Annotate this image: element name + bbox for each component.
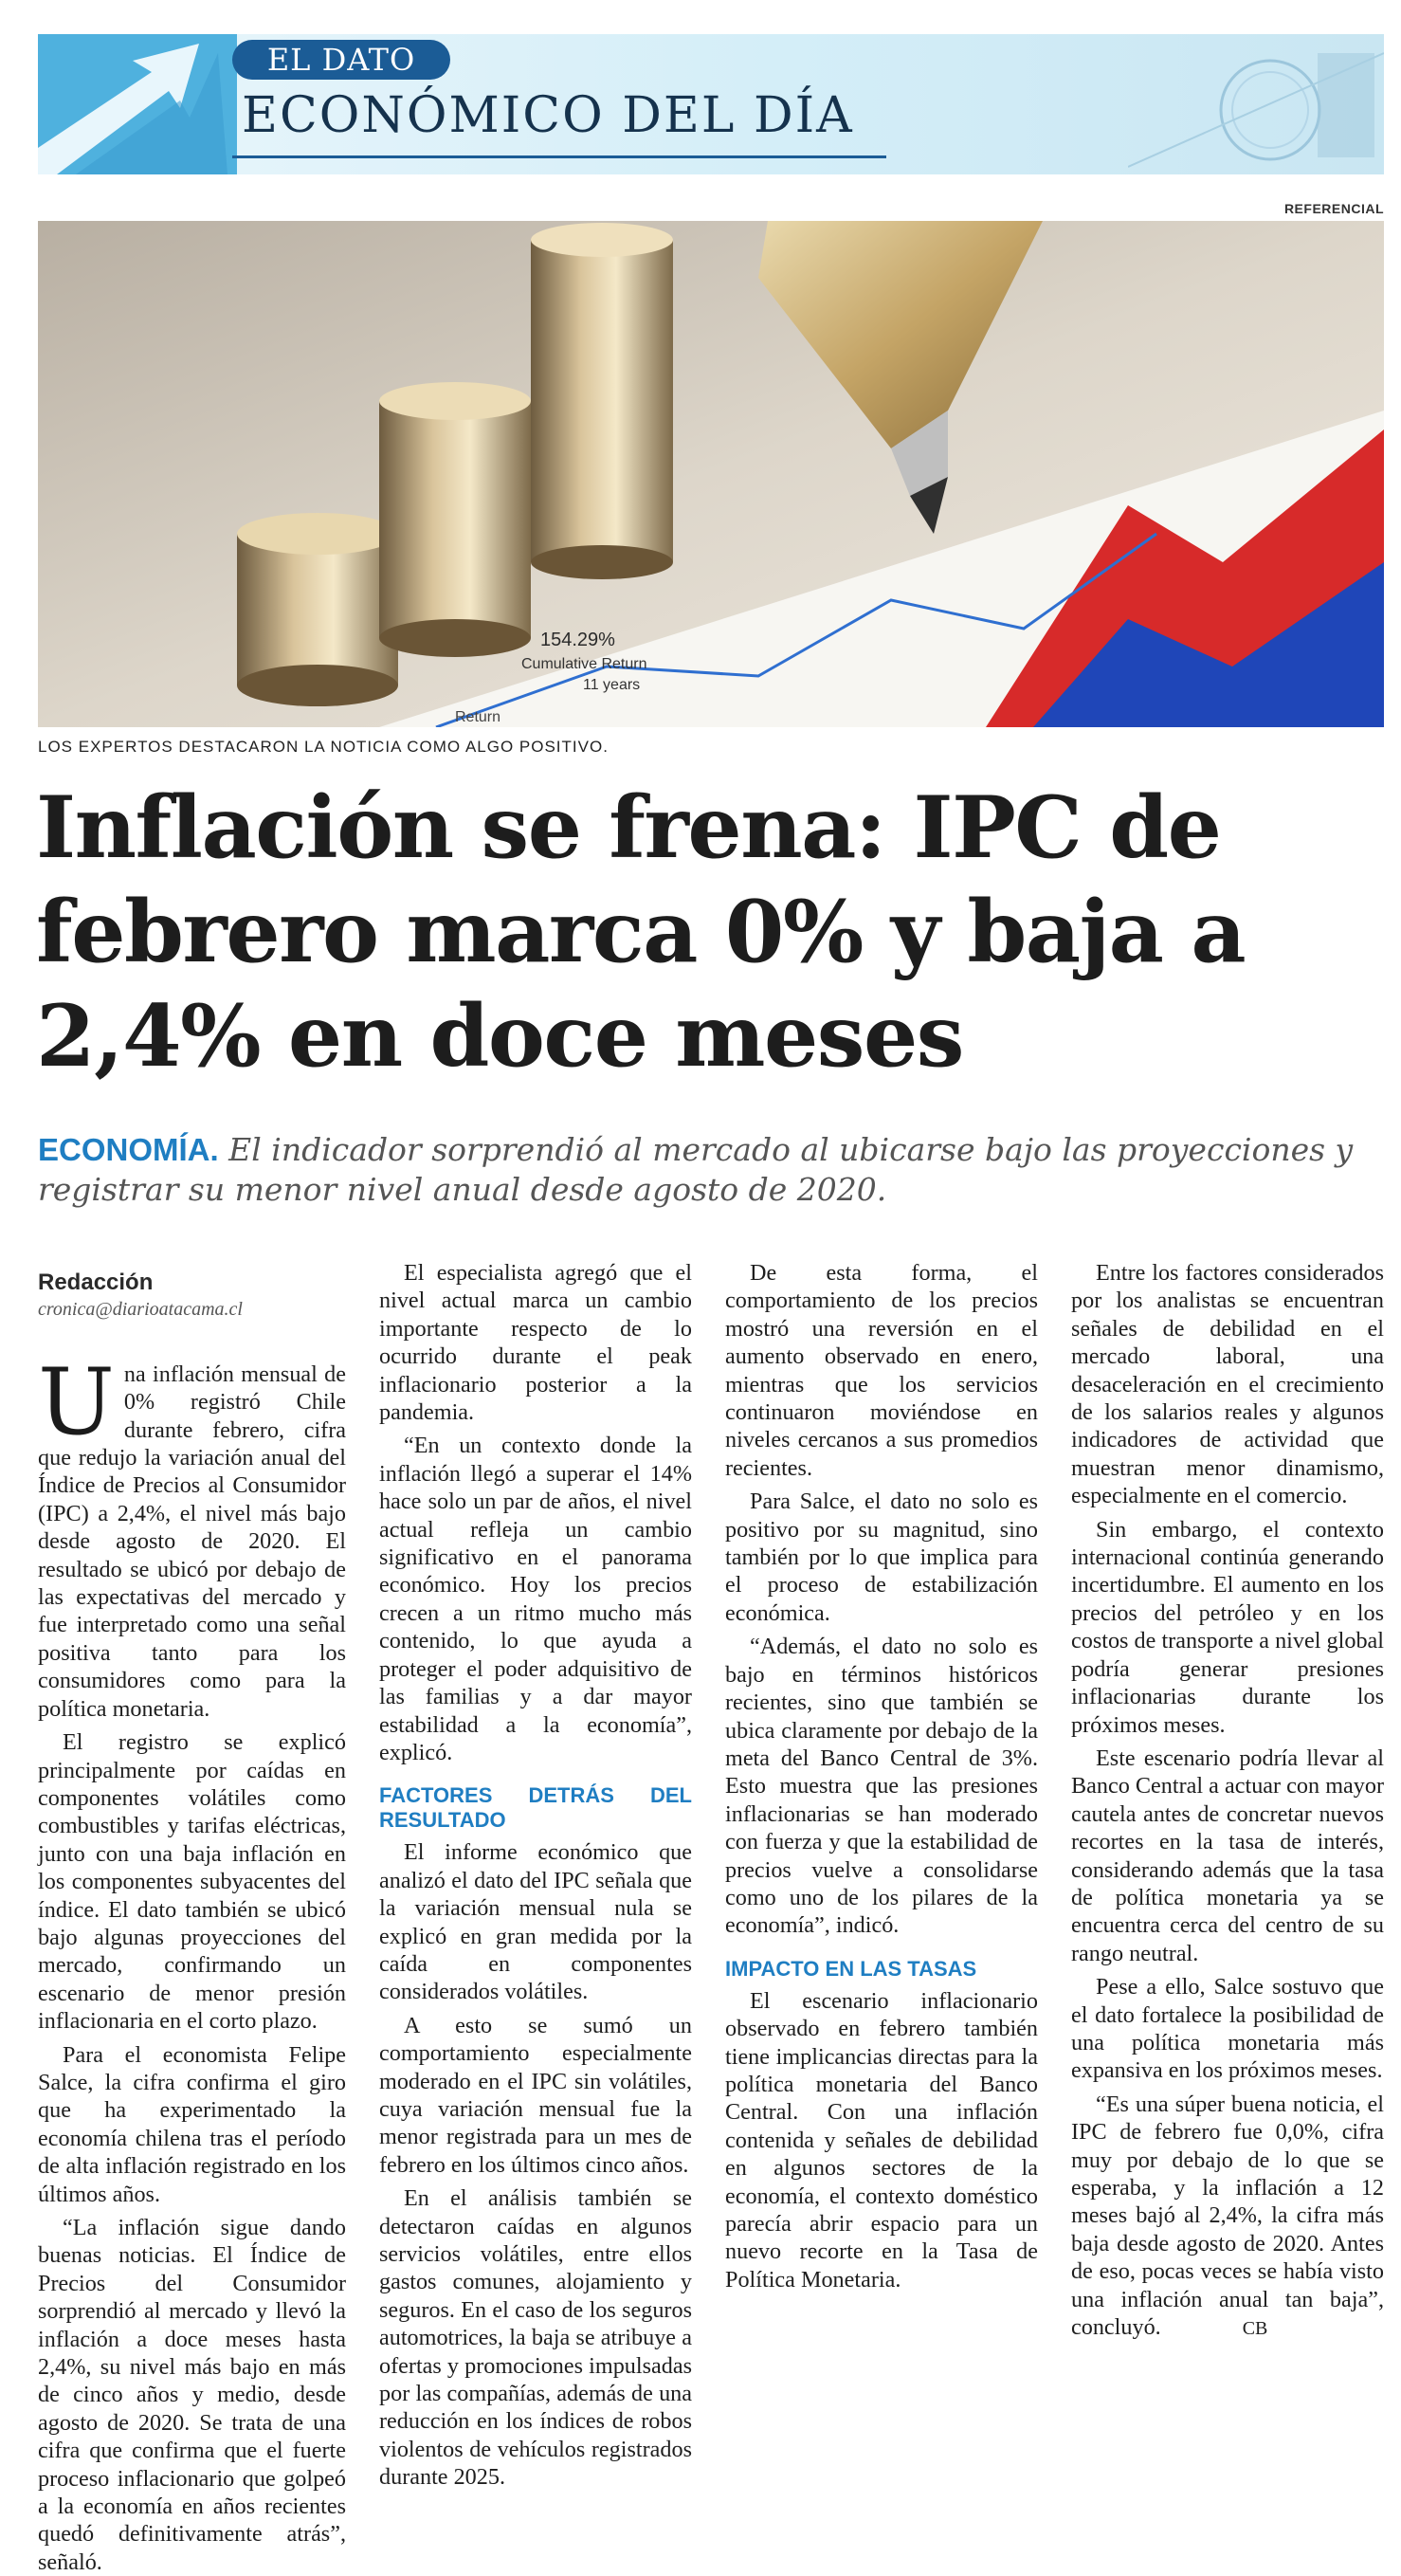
article-paragraph-last: “Es una súper buena noticia, el IPC de febrero fue 0,0%, cifra muy por debajo de lo que se esperaba, y la inflación a 12 meses bajó al 2,4%, la cifra más baja desde agosto de 2020. Antes de eso, pocas veces se había visto una inflación anual tan baja”, concluyó. CB [1071,2091,1384,2344]
byline-email: cronica@diarioatacama.cl [38,1299,243,1321]
photo-overlay-years: 11 years [583,677,641,693]
article-paragraph: Sin embargo, el contexto internacional continúa generando incertidumbre. El aumento en los precios del petróleo y en los costos de transporte a nivel global podría generar presiones inflacionarias durante los próximos meses. [1071,1516,1384,1738]
article-column-2 [379,1259,692,2492]
article-paragraph: Este escenario podría llevar al Banco Central a actuar con mayor cautela antes de concretar nuevos recortes en la tasa de interés, considerando además que la tasa de política monetaria ya se encuentra cerca del centro de su rango neutral. [1071,1745,1384,1966]
subheading-impacto: IMPACTO EN LAS TASAS [725,1956,977,1981]
deck [38,1130,1384,1210]
article-column-1 [38,1269,346,2576]
article-paragraph: El informe económico que analizó el dato del IPC señala que la variación mensual nula se explicó en gran medida por la caída en componentes considerados volátiles. [379,1839,692,2005]
deck-text: El indicador sorprendió al mercado al ubicarse bajo las proyecciones y registrar su menor nivel anual desde agosto de 2020. [38,1131,1354,1208]
article-column-3 [725,1259,1038,2293]
photo-credit: REFERENCIAL [1283,201,1384,216]
article-paragraph: “Además, el dato no solo es bajo en términos históricos recientes, sino que también se ubica claramente por debajo de la meta del Banco Central de 3%. Esto muestra que las presiones inflacionarias se han moderado con fuerza y que la estabilidad de precios vuelve a consolidarse como uno de los pilares de la economía”, indicó. [725,1634,1038,1939]
article-paragraph: “La inflación sigue dando buenas noticias. El Índice de Precios del Consumidor sorprendió al mercado y llevó la inflación a doce meses hasta 2,4%, su nivel más bajo en más de cinco años y medio, desde agosto de 2020. Se trata de una cifra que confirma que el fuerte proceso inflacionario que golpeó a la economía en años recientes quedó definitivamente atrás”, señaló. [38,2215,346,2575]
article-paragraph: “En un contexto donde la inflación llegó a superar el 14% hace solo un par de años, el nivel actual refleja un cambio significativo en el panorama económico. Hoy los precios crecen a un ritmo mucho más contenido, lo que ayuda a proteger el poder adquisitivo de las familias y a dar mayor estabilidad a la economía”, explicó. [379,1433,692,1765]
article-paragraph: Entre los factores considerados por los analistas se encuentran señales de debilidad en el mercado laboral, una desaceleración en el crecimiento de los salarios reales y algunos indicadores de actividad que muestran menor dinamismo, especialmente en el comercio. [1071,1260,1384,1509]
article-paragraph: El escenario inflacionario observado en febrero también tiene implicancias directas para la política monetaria del Banco Central. Con una inflación contenida y señales de debilidad en algunos sectores de la economía, el contexto doméstico parecía abrir espacio para un nuevo recorte en la Tasa de Política Monetaria. [725,1987,1038,2293]
article-paragraph: El especialista agregó que el nivel actual marca un cambio importante respecto de lo ocurrido durante el peak inflacionario posterior a la pandemia. [379,1260,692,1426]
article-photo [38,221,1384,727]
photo-caption: LOS EXPERTOS DESTACARON LA NOTICIA COMO ALGO POSITIVO. [38,738,609,756]
article-paragraph-1: Una inflación mensual de 0% registró Chile durante febrero, cifra que redujo la variación anual del Índice de Precios al Consumidor (IPC) a 2,4%, el nivel más bajo desde agosto de 2020. El resultado se ubicó por debajo de las expectativas del mercado y fue interpretado como una señal positiva tanto para los consumidores como para la política monetaria. [38,1348,346,1722]
byline-name: Redacción [38,1270,154,1295]
article-paragraph: El registro se explicó principalmente por caídas en componentes volátiles como combustibles y tarifas eléctricas, junto con una baja inflación en los componentes subyacentes del índice. El dato también se ubicó bajo algunas proyecciones del mercado, confirmando un escenario de menor presión inflacionaria en el corto plazo. [38,1729,346,2035]
article-paragraph: Pese a ello, Salce sostuvo que el dato fortalece la posibilidad de una política monetaria más expansiva en los próximos meses. [1071,1974,1384,2084]
dropcap: U [38,1348,115,1455]
photo-overlay-return: Return [455,709,501,725]
article-paragraph: En el análisis también se detectaron caídas en algunos servicios volátiles, entre ellos gastos comunes, alojamiento y seguros. En el caso de los seguros automotrices, la baja se atribuye a ofertas y promociones impulsadas por las compañías, además de una reducción en los índices de robos violentos de vehículos registrados durante 2025. [379,2185,692,2491]
subheading-factores: FACTORES DETRÁS DEL RESULTADO [379,1783,692,1833]
banner-tag: EL DATO [232,40,450,80]
coins-pen-chart-image [38,221,1384,727]
rising-arrow-icon [38,34,237,174]
banner-rule [232,155,886,158]
article-paragraph: De esta forma, el comportamiento de los precios mostró una reversión en el aumento observado en enero, mientras que los servicios continuaron moviéndose en niveles cercanos a sus promedios recientes. [725,1260,1038,1481]
banner-title: ECONÓMICO DEL DÍA [242,87,854,144]
article-paragraph: A esto se sumó un comportamiento especialmente moderado en el IPC sin volátiles, cuya variación mensual fue la menor registrada para un mes de febrero en los últimos cinco años. [379,2012,692,2178]
coin-decoration-icon [1128,34,1384,174]
headline: Inflación se frena: IPC de febrero marca 0% y baja a 2,4% en doce meses [36,777,1246,1087]
end-mark-icon: CB [1242,2318,1268,2340]
article-column-4 [1071,1259,1384,2343]
article-paragraph: Para el economista Felipe Salce, la cifra confirma el giro que ha experimentado la economía chilena tras el período de alta inflación registrado en los últimos años. [38,2041,346,2207]
deck-kicker: ECONOMÍA. [38,1132,219,1167]
photo-overlay-pct: 154.29% [540,630,615,650]
photo-overlay-label: Cumulative Return [521,656,647,672]
article-paragraph: Para Salce, el dato no solo es positivo por su magnitud, sino también por lo que implica para el proceso de estabilización económica. [725,1489,1038,1626]
section-banner [38,34,1384,174]
